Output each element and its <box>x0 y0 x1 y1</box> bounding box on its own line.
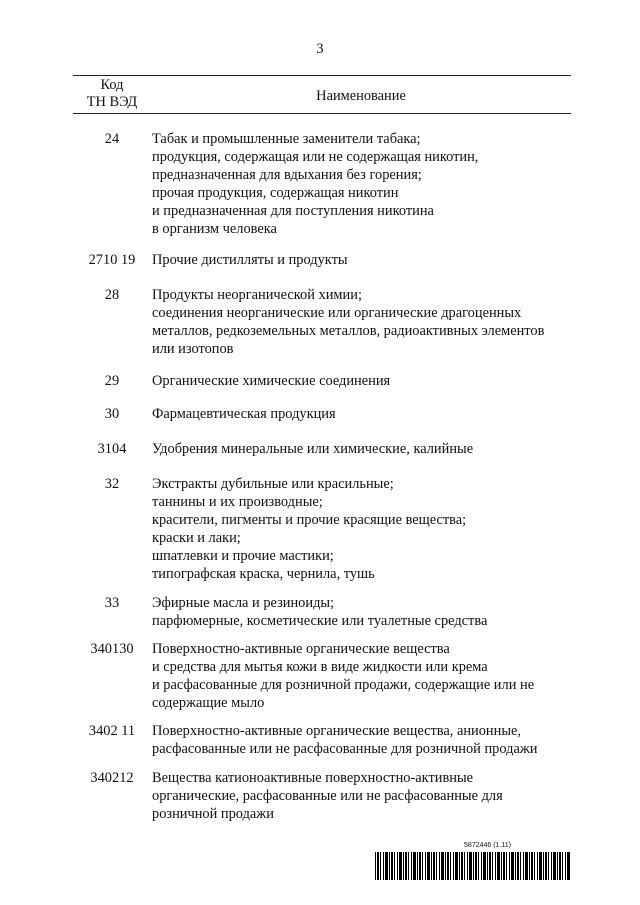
row-name <box>152 640 577 712</box>
row-name <box>152 440 577 458</box>
row-name-line: Фармацевтическая продукция <box>152 406 336 422</box>
column-header-code-line1: Код <box>100 77 124 93</box>
row-name-line: содержащие мыло <box>152 695 265 711</box>
row-name-line: предназначенная для вдыхания без горения; <box>152 167 422 183</box>
row-name <box>152 251 577 269</box>
row-code: 30 <box>104 406 120 422</box>
row-code: 2710 19 <box>88 252 136 268</box>
row-name <box>152 286 577 358</box>
row-name <box>152 475 577 583</box>
row-name <box>152 769 577 823</box>
column-header-name: Наименование <box>316 88 406 104</box>
row-name-line: Эфирные масла и резиноиды; <box>152 595 335 611</box>
barcode-icon <box>375 852 571 880</box>
row-name-line: краски и лаки; <box>152 530 241 546</box>
page-number: 3 <box>316 41 324 57</box>
row-name-line: и средства для мытья кожи в виде жидкости или крема <box>152 659 488 675</box>
row-code: 24 <box>104 131 120 147</box>
row-name-line: Вещества катионоактивные поверхностно-активные <box>152 770 474 786</box>
row-code: 3402 11 <box>88 723 136 739</box>
row-name-line: соединения неорганические или органические драгоценных <box>152 305 522 321</box>
row-name-line: органические, расфасованные или не расфасованные для <box>152 788 503 804</box>
row-name-line: прочая продукция, содержащая никотин <box>152 185 399 201</box>
row-name-line: парфюмерные, косметические или туалетные средства <box>152 613 488 629</box>
row-name-line: Удобрения минеральные или химические, калийные <box>152 441 474 457</box>
row-name <box>152 130 577 238</box>
row-name <box>152 405 577 423</box>
row-code: 3104 <box>97 441 127 457</box>
column-header-code <box>73 77 151 111</box>
table-header-bottom-rule <box>73 113 571 114</box>
row-code: 33 <box>104 595 120 611</box>
row-name-line: розничной продажи <box>152 806 274 822</box>
row-name-line: Табак и промышленные заменители табака; <box>152 131 421 147</box>
row-name-line: в организм человека <box>152 221 277 237</box>
row-name-line: продукция, содержащая или не содержащая никотин, <box>152 149 479 165</box>
row-name-line: Поверхностно-активные органические вещества, анионные, <box>152 723 521 739</box>
row-name-line: таннины и их производные; <box>152 494 323 510</box>
row-name-line: металлов, редкоземельных металлов, радиоактивных элементов <box>152 323 545 339</box>
row-code: 28 <box>104 287 120 303</box>
table-header-top-rule <box>73 75 571 76</box>
row-name-line: Поверхностно-активные органические вещества <box>152 641 450 657</box>
document-barcode <box>375 842 571 882</box>
row-name-line: Органические химические соединения <box>152 373 391 389</box>
column-header-code-line2: ТН ВЭД <box>86 94 138 110</box>
row-code: 340130 <box>90 641 134 657</box>
barcode-number: 5872446 (1.11) <box>464 842 511 849</box>
row-name <box>152 372 577 390</box>
row-name <box>152 722 577 758</box>
row-name-line: или изотопов <box>152 341 234 357</box>
row-code: 32 <box>104 476 120 492</box>
row-name-line: расфасованные или не расфасованные для розничной продажи <box>152 741 538 757</box>
row-name-line: Экстракты дубильные или красильные; <box>152 476 394 492</box>
row-name <box>152 594 577 630</box>
row-name-line: шпатлевки и прочие мастики; <box>152 548 334 564</box>
row-code: 29 <box>104 373 120 389</box>
row-name-line: Прочие дистилляты и продукты <box>152 252 348 268</box>
row-name-line: и предназначенная для поступления никотина <box>152 203 434 219</box>
row-code: 340212 <box>90 770 134 786</box>
row-name-line: Продукты неорганической химии; <box>152 287 362 303</box>
row-name-line: красители, пигменты и прочие красящие вещества; <box>152 512 467 528</box>
row-name-line: типографская краска, чернила, тушь <box>152 566 375 582</box>
row-name-line: и расфасованные для розничной продажи, содержащие или не <box>152 677 535 693</box>
